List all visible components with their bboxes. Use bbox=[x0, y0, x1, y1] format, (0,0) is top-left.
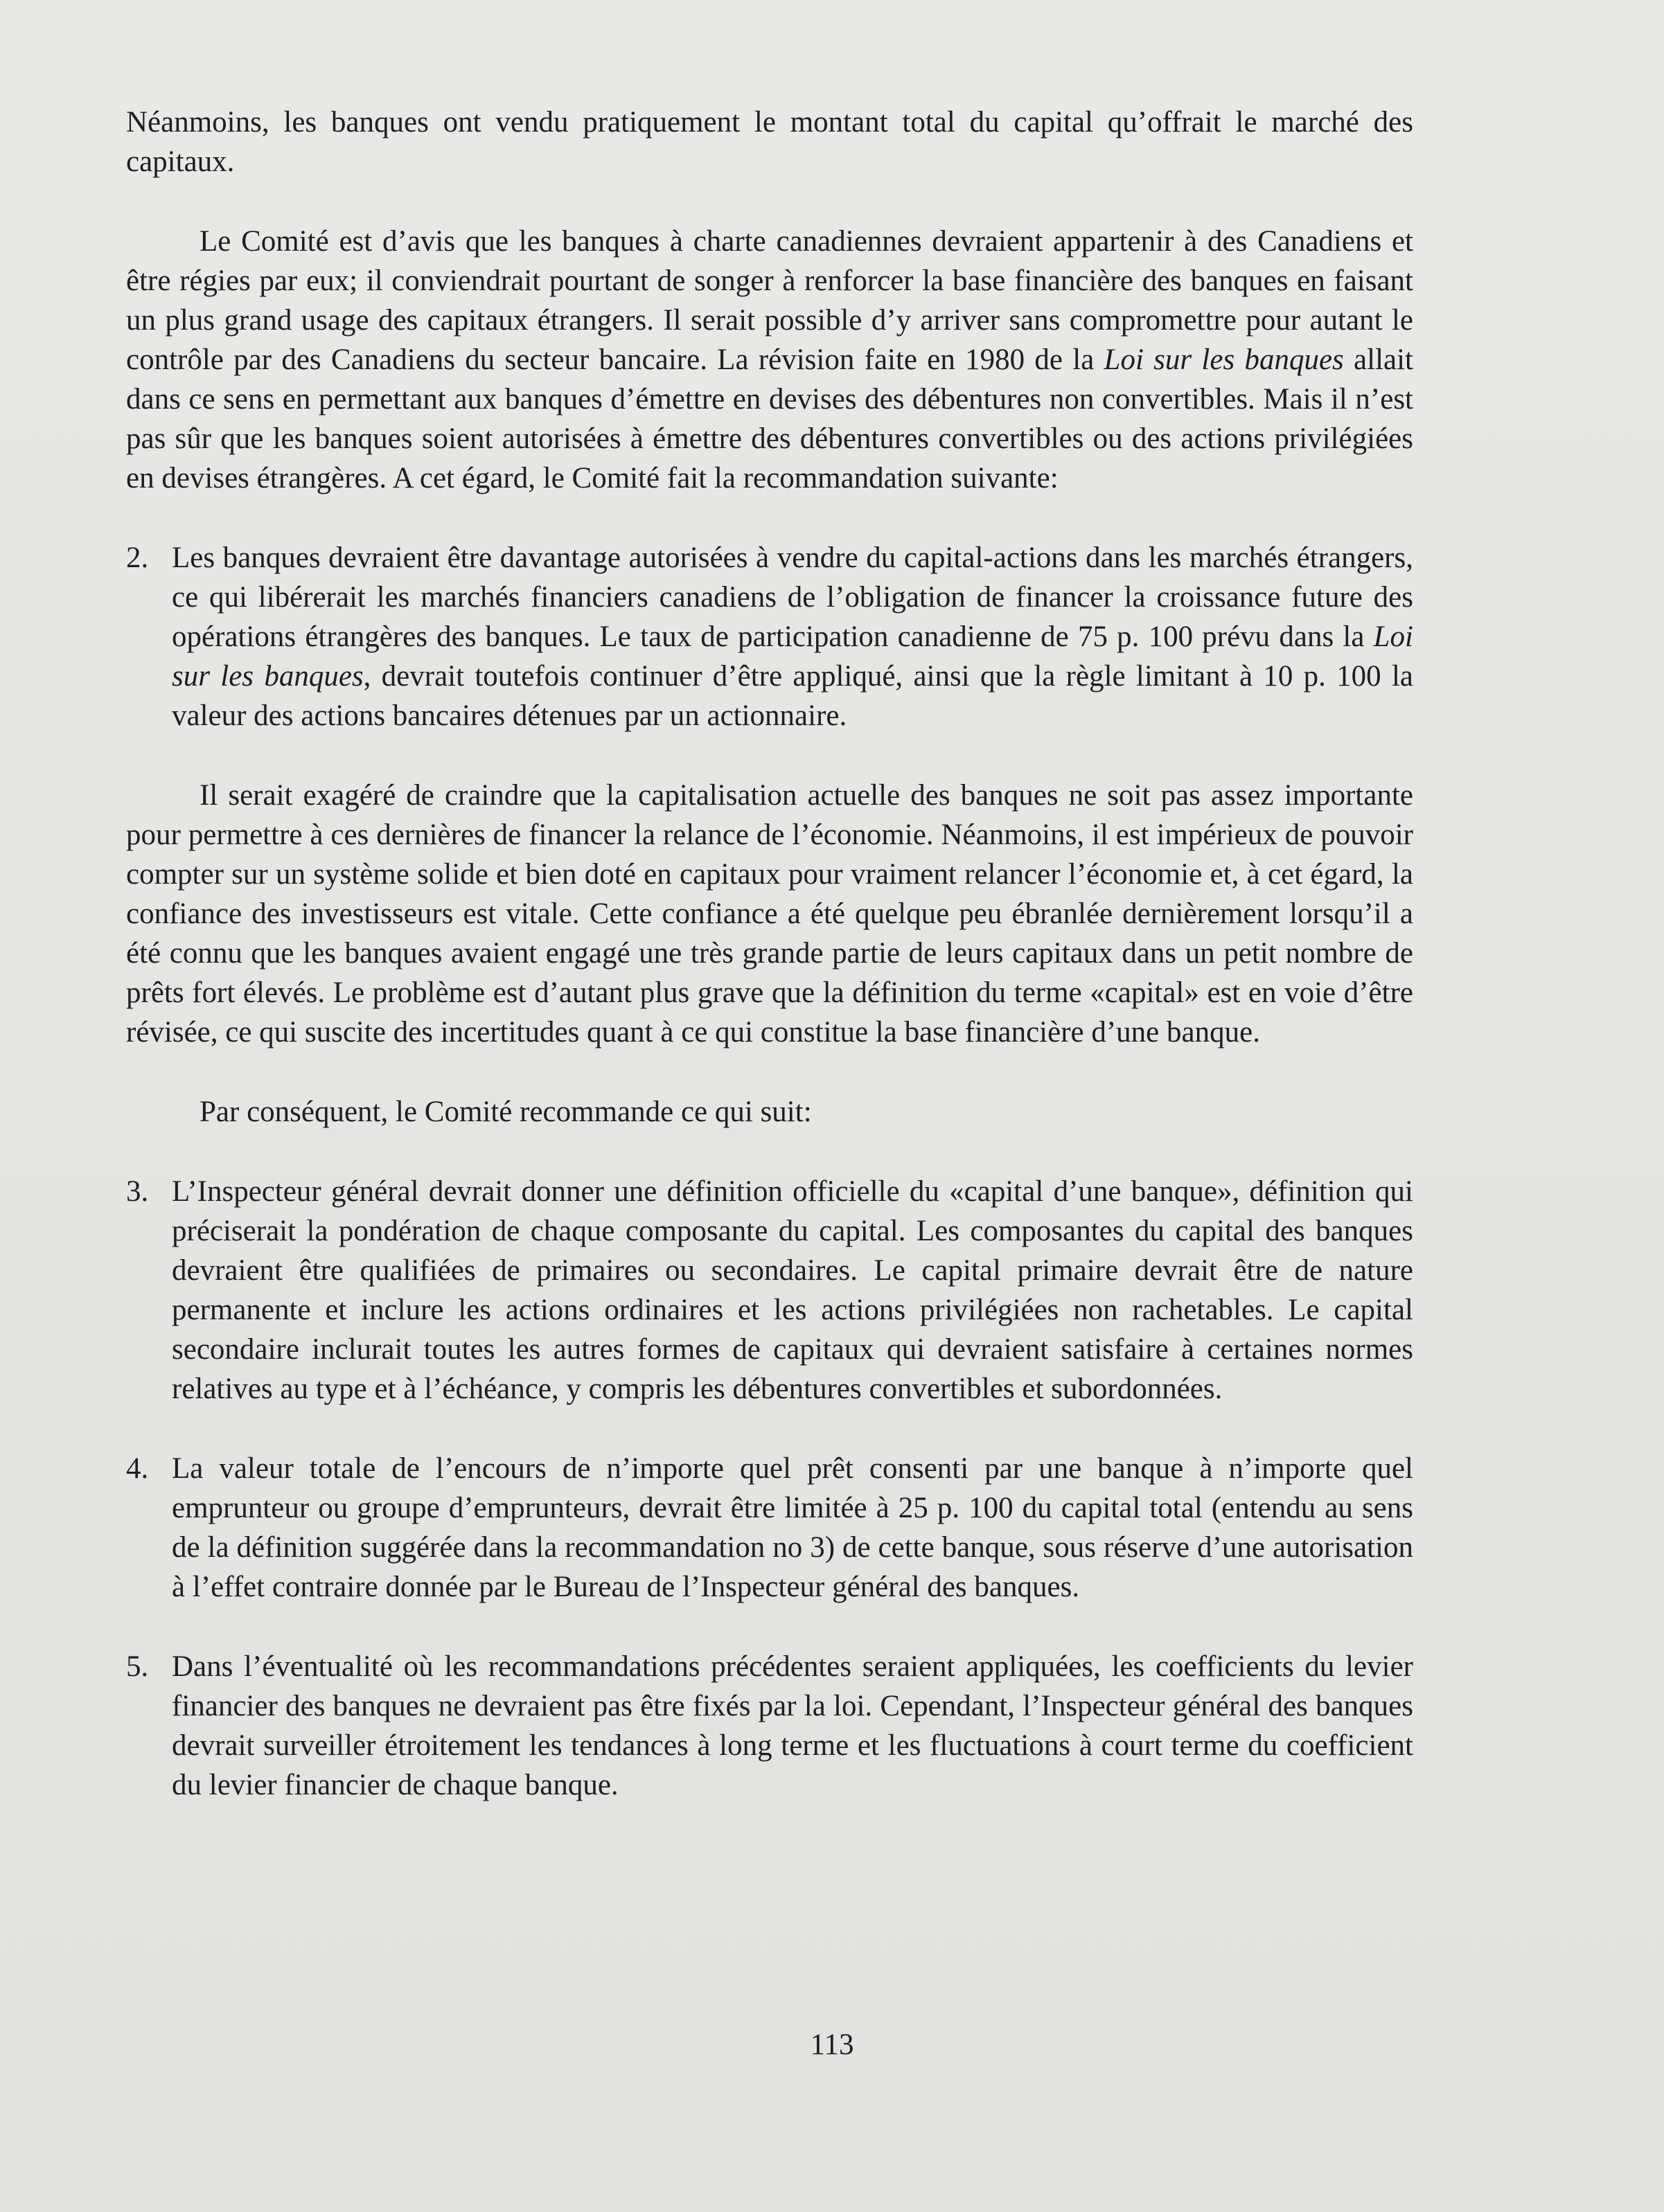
page-body bbox=[126, 102, 1413, 1845]
recommendation-number: 4. bbox=[126, 1452, 149, 1485]
recommendation-number: 3. bbox=[126, 1175, 149, 1208]
recommendation-2-text-b: , devrait toutefois continuer d’être appliqué, ainsi que la règle limitant à 10 p. 100 la valeur des actions bancaires détenues par un actionnaire. bbox=[172, 660, 1413, 732]
paragraph-intro bbox=[126, 102, 1413, 181]
recommendation-number: 2. bbox=[126, 542, 149, 574]
law-title-italic: Loi sur les banques bbox=[172, 621, 1413, 693]
page-number: 113 bbox=[810, 2028, 854, 2061]
paragraph-recommends-text: Par conséquent, le Comité recommande ce qui suit: bbox=[200, 1096, 812, 1128]
paragraph-recommends bbox=[126, 1092, 1413, 1132]
paragraph-capitalisation bbox=[126, 776, 1413, 1052]
paragraph-intro-text: Néanmoins, les banques ont vendu pratiquement le montant total du capital qu’offrait le marché des capitaux. bbox=[126, 106, 1413, 178]
recommendation-3 bbox=[126, 1172, 1413, 1409]
recommendation-3-text: L’Inspecteur général devrait donner une définition officielle du «capital d’une banque», définition qui préciserait la pondération de chaque composante du capital. Les composantes du capital des banques devraient être qualifiées de primaires ou secondaires. Le capital primaire devrait être de nature permanente et inclure les actions ordinaires et les actions privilégiées non rachetables. Le capital secondaire inclurait toutes les autres formes de capitaux qui devraient satisfaire à certaines normes relatives au type et à l’échéance, y compris les débentures convertibles et subordonnées. bbox=[172, 1175, 1413, 1405]
paragraph-committee-opinion-text-a: Le Comité est d’avis que les banques à charte canadiennes devraient appartenir à des Canadiens et être régies par eux; il conviendrait pourtant de songer à renforcer la base financière des banques en faisant un plus grand usage des capitaux étrangers. Il serait possible d’y arriver sans compromettre pour autant le contrôle par des Canadiens du secteur bancaire. La révision faite en 1980 de la bbox=[126, 225, 1413, 376]
law-title-italic: Loi sur les banques bbox=[1104, 344, 1344, 376]
recommendation-5 bbox=[126, 1647, 1413, 1805]
recommendation-2-text-a: Les banques devraient être davantage autorisées à vendre du capital-actions dans les marchés étrangers, ce qui libérerait les marchés financiers canadiens de l’obligation de financer la croissance future des opérations étrangères des banques. Le taux de participation canadienne de 75 p. 100 prévu dans la bbox=[172, 542, 1413, 653]
paragraph-committee-opinion bbox=[126, 222, 1413, 498]
recommendation-4-text: La valeur totale de l’encours de n’importe quel prêt consenti par une banque à n’importe quel emprunteur ou groupe d’emprunteurs, devrait être limitée à 25 p. 100 du capital total (entendu au sens de la définition suggérée dans la recommandation no 3) de cette banque, sous réserve d’une autorisation à l’effet contraire donnée par le Bureau de l’Inspecteur général des banques. bbox=[172, 1452, 1413, 1603]
recommendation-2 bbox=[126, 538, 1413, 735]
paragraph-committee-opinion-text-b: allait dans ce sens en permettant aux banques d’émettre en devises des débentures non convertibles. Mais il n’est pas sûr que les banques soient autorisées à émettre des débentures convertibles ou des actions privilégiées en devises étrangères. A cet égard, le Comité fait la recommandation suivante: bbox=[126, 344, 1413, 494]
recommendation-5-text: Dans l’éventualité où les recommandations précédentes seraient appliquées, les coefficients du levier financier des banques ne devraient pas être fixés par la loi. Cependant, l’Inspecteur général des banques devrait surveiller étroitement les tendances à long terme et les fluctuations à court terme du coefficient du levier financier de chaque banque. bbox=[172, 1650, 1413, 1801]
recommendation-number: 5. bbox=[126, 1650, 149, 1683]
recommendation-4 bbox=[126, 1449, 1413, 1607]
paragraph-capitalisation-text: Il serait exagéré de craindre que la capitalisation actuelle des banques ne soit pas assez importante pour permettre à ces dernières de financer la relance de l’économie. Néanmoins, il est impérieux de pouvoir compter sur un système solide et bien doté en capitaux pour vraiment relancer l’économie et, à cet égard, la confiance des investisseurs est vitale. Cette confiance a été quelque peu ébranlée dernièrement lorsqu’il a été connu que les banques avaient engagé une très grande partie de leurs capitaux dans un petit nombre de prêts fort élevés. Le problème est d’autant plus grave que la définition du terme «capital» est en voie d’être révisée, ce qui suscite des incertitudes quant à ce qui constitue la base financière d’une banque. bbox=[126, 779, 1413, 1049]
